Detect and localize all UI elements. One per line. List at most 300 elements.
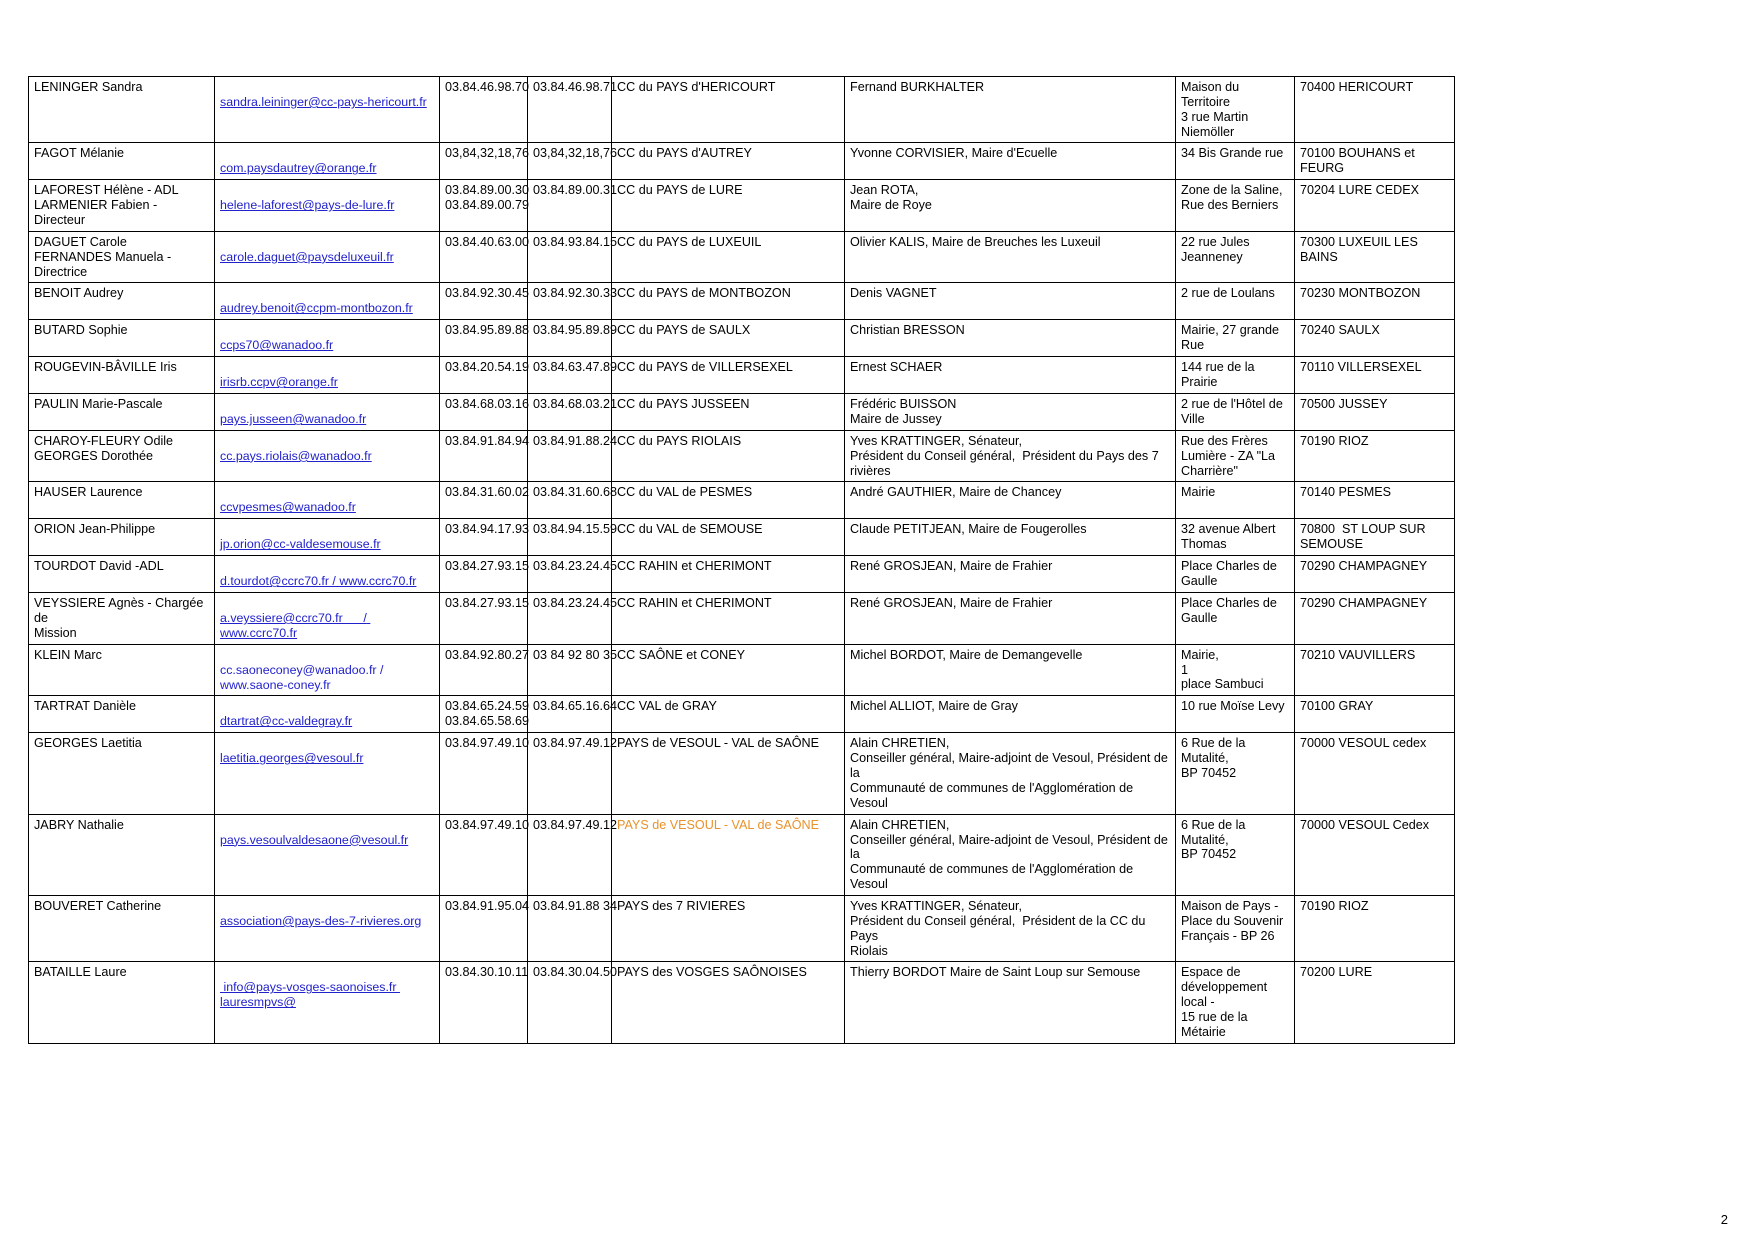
telephone-cell-line: 03.84.68.03.16 [445,397,530,412]
fax-cell [528,77,618,143]
email-cell [215,733,440,814]
address-cell-line: 10 rue Moïse Levy [1181,699,1285,714]
telephone-cell [440,696,528,733]
postal-city-cell [1295,644,1455,696]
structure-cell [612,357,845,394]
fax-cell-line: 03.84.30.04.50 [533,965,618,980]
address-cell-line: 15 rue de la Métairie [1181,1009,1252,1039]
telephone-cell-line: 03.84.31.60.02 [445,485,530,500]
telephone-cell-line: 03.84.97.49.10 [445,817,530,832]
contact-name-cell [29,394,215,431]
email-link[interactable]: jp.orion@cc-valdesemouse.fr [220,537,381,552]
structure-cell-line: CC VAL de GRAY [617,699,717,714]
president-cell [845,77,1176,143]
table-row [29,357,1455,394]
telephone-cell [440,593,528,645]
email-link[interactable]: a.veyssiere@ccrc70.fr / www.ccrc70.fr [220,611,371,640]
postal-city-cell-line: 70204 LURE CEDEX [1300,183,1420,198]
postal-city-cell [1295,77,1455,143]
address-cell [1176,180,1295,232]
address-cell-line: 34 Bis Grande rue [1181,146,1284,161]
email-link[interactable]: info@pays-vosges-saonoises.fr lauresmpvs@ [220,980,400,1010]
structure-cell-line: CC du PAYS d'HERICOURT [617,80,776,94]
postal-city-cell-line: 70240 SAULX [1300,323,1380,338]
contact-name-cell [29,180,215,232]
fax-cell [528,283,618,320]
telephone-cell [440,482,528,519]
postal-city-cell [1295,283,1455,320]
president-cell-line: Communauté de communes de l'Agglomération de Vesoul [850,780,1137,810]
contact-name-cell [29,231,215,283]
contact-name-cell [29,430,215,482]
email-cell [215,962,440,1043]
postal-city-cell [1295,357,1455,394]
address-cell-line: 2 rue de l'Hôtel de [1181,397,1283,412]
contact-name-cell-line: JABRY Nathalie [34,817,124,832]
postal-city-cell [1295,593,1455,645]
address-cell-line: Thomas [1181,537,1227,552]
postal-city-cell-line: 70100 BOUHANS et [1300,146,1415,161]
address-cell [1176,556,1295,593]
contact-name-cell [29,143,215,180]
structure-cell-line: PAYS des VOSGES SAÔNOISES [617,965,807,980]
fax-cell-line: 03.84.46.98.71 [533,80,618,94]
address-cell-line: Mairie, 27 grande [1181,323,1280,338]
telephone-cell-line: 03.84.89.00.79 [445,198,530,213]
telephone-cell-line: 03.84.92.30.45 [445,286,530,301]
address-cell-line: Français - BP 26 [1181,928,1275,943]
address-cell [1176,696,1295,733]
fax-cell-line: 03 84 92 80 35 [533,647,618,662]
address-cell-line: Gaulle [1181,574,1218,589]
contact-name-cell-line: BATAILLE Laure [34,965,127,980]
structure-cell [612,482,845,519]
email-cell [215,696,440,733]
fax-cell-line: 03.84.68.03.21 [533,397,618,412]
president-cell-line: Président du Conseil général, Président de la CC du Pays [850,913,1149,943]
contact-name-cell-line: GEORGES Dorothée [34,448,153,463]
address-cell-line: Ville [1181,411,1205,426]
fax-cell [528,644,618,696]
telephone-cell-line: 03.84.97.49.10 [445,736,530,751]
telephone-cell [440,357,528,394]
structure-cell-line: CC du VAL de PESMES [617,485,753,500]
fax-cell-line: 03.84.95.89.89 [533,323,618,338]
email-link[interactable]: ccps70@wanadoo.fr [220,338,334,353]
email-cell [215,394,440,431]
telephone-cell [440,143,528,180]
email-cell [215,430,440,482]
fax-cell-line: 03.84.91.88 34 [533,898,618,913]
email-link[interactable]: pays.vesoulvaldesaone@vesoul.fr [220,832,409,847]
structure-cell [612,180,845,232]
fax-cell [528,394,618,431]
president-cell-line: Michel BORDOT, Maire de Demangevelle [850,647,1083,662]
telephone-cell-line: 03.84.65.24.59 [445,699,530,714]
fax-cell [528,320,618,357]
address-cell-line: BP 70452 [1181,847,1237,862]
table-row [29,283,1455,320]
contact-name-cell-line: LENINGER Sandra [34,80,143,94]
address-cell-line: Maison de Pays - [1181,898,1279,913]
email-link[interactable]: association@pays-des-7-rivieres.org [220,913,422,928]
postal-city-cell-line: 70290 CHAMPAGNEY [1300,559,1428,574]
table-row [29,556,1455,593]
structure-cell-line: CC du VAL de SEMOUSE [617,522,763,537]
contact-name-cell-line: LAFOREST Hélène - ADL [34,183,179,198]
contact-name-cell [29,814,215,895]
email-link[interactable]: cc.saoneconey@wanadoo.fr / www.saone-coney.fr [220,662,387,692]
fax-cell [528,733,618,814]
address-cell [1176,231,1295,283]
email-cell [215,283,440,320]
president-cell-line: Thierry BORDOT Maire de Saint Loup sur Semouse [850,965,1141,980]
table-row [29,733,1455,814]
contact-name-cell-line: BENOIT Audrey [34,286,124,301]
address-cell-line: 144 rue de la Prairie [1181,360,1259,390]
telephone-cell-line: 03.84.92.80.27 [445,647,530,662]
president-cell-line: Conseiller général, Maire-adjoint de Vesoul, Président de la [850,751,1172,781]
email-link[interactable]: helene-laforest@pays-de-lure.fr [220,198,395,213]
email-link[interactable]: cc.pays.riolais@wanadoo.fr [220,448,372,463]
email-link[interactable]: laetitia.georges@vesoul.fr [220,751,364,766]
fax-cell [528,357,618,394]
contact-name-cell-line: FAGOT Mélanie [34,146,125,161]
structure-cell [612,696,845,733]
email-link[interactable]: pays.jusseen@wanadoo.fr [220,412,367,427]
president-cell [845,482,1176,519]
fax-cell-line: 03.84.94.15.59 [533,522,618,537]
contact-name-cell-line: BOUVERET Catherine [34,898,162,913]
telephone-cell-line: 03.84.94.17.93 [445,522,530,537]
president-cell [845,430,1176,482]
telephone-cell-line: 03.84.65.58.69 [445,714,530,729]
email-cell [215,895,440,961]
contact-name-cell-line: DAGUET Carole [34,234,127,249]
fax-cell-line: 03.84.91.88.24 [533,433,618,448]
president-cell [845,962,1176,1043]
postal-city-cell [1295,519,1455,556]
contact-name-cell-line: TOURDOT David -ADL [34,559,164,574]
president-cell-line: Denis VAGNET [850,286,937,301]
postal-city-cell-line: 70200 LURE [1300,965,1373,980]
address-cell [1176,962,1295,1043]
table-row [29,430,1455,482]
president-cell [845,283,1176,320]
president-cell-line: Yves KRATTINGER, Sénateur, [850,433,1022,448]
fax-cell-line: 03.84.93.84.15 [533,234,618,249]
address-cell-line: développement local - [1181,980,1271,1010]
postal-city-cell [1295,430,1455,482]
president-cell-line: Jean ROTA, [850,183,919,198]
president-cell-line: René GROSJEAN, Maire de Frahier [850,559,1053,574]
fax-cell-line: 03.84.89.00.31 [533,183,618,198]
table-row [29,180,1455,232]
address-cell [1176,895,1295,961]
email-link[interactable]: audrey.benoit@ccpm-montbozon.fr [220,301,413,316]
contacts-table [28,76,1455,1044]
president-cell [845,556,1176,593]
president-cell-line: Riolais [850,943,888,958]
email-link[interactable]: carole.daguet@paysdeluxeuil.fr [220,249,394,264]
address-cell-line: 32 avenue Albert [1181,522,1276,537]
structure-cell [612,430,845,482]
fax-cell [528,180,618,232]
telephone-cell-line: 03.84.27.93.15 [445,596,530,611]
table-row [29,962,1455,1043]
president-cell-line: Fernand BURKHALTER [850,80,985,94]
president-cell-line: René GROSJEAN, Maire de Frahier [850,596,1053,611]
structure-cell [612,733,845,814]
contact-name-cell-line: VEYSSIERE Agnès - Chargée de [34,596,207,625]
table-row [29,77,1455,143]
address-cell [1176,733,1295,814]
address-cell-line: Place Charles de [1181,559,1277,574]
structure-cell [612,814,845,895]
telephone-cell-line: 03.84.91.95.04 [445,898,530,913]
structure-cell-line: PAYS des 7 RIVIERES [617,898,746,913]
telephone-cell [440,556,528,593]
structure-cell-line: CC du PAYS de LUXEUIL [617,234,762,249]
structure-cell-line: CC du PAYS de VILLERSEXEL [617,360,793,375]
contact-name-cell-line: KLEIN Marc [34,647,102,662]
address-cell [1176,814,1295,895]
contact-name-cell [29,733,215,814]
structure-cell [612,556,845,593]
email-cell [215,519,440,556]
structure-cell-line: CC du PAYS JUSSEEN [617,397,750,412]
telephone-cell-line: 03.84.89.00.30 [445,183,530,198]
email-cell [215,357,440,394]
contact-name-cell-line: CHAROY-FLEURY Odile [34,433,174,448]
table-row [29,895,1455,961]
structure-cell [612,283,845,320]
address-cell-line: Lumière - ZA "La [1181,448,1276,463]
address-cell-line: 22 rue Jules [1181,234,1250,249]
address-cell-line: Maison du Territoire [1181,80,1243,109]
postal-city-cell [1295,394,1455,431]
telephone-cell [440,814,528,895]
structure-cell-line: PAYS de VESOUL - VAL de SAÔNE [617,817,820,832]
email-link[interactable]: d.tourdot@ccrc70.fr / www.ccrc70.fr [220,574,417,589]
address-cell [1176,143,1295,180]
postal-city-cell-line: 70100 GRAY [1300,699,1374,714]
fax-cell-line: 03,84,32,18,76 [533,146,618,161]
president-cell-line: Alain CHRETIEN, [850,736,950,751]
postal-city-cell-line: 70000 VESOUL cedex [1300,736,1427,751]
structure-cell [612,895,845,961]
contact-name-cell-line: GEORGES Laetitia [34,736,142,751]
president-cell-line: Alain CHRETIEN, [850,817,950,832]
fax-cell [528,556,618,593]
address-cell-line: 6 Rue de la Mutalité, [1181,817,1249,847]
email-cell [215,644,440,696]
address-cell [1176,519,1295,556]
fax-cell [528,593,618,645]
structure-cell [612,644,845,696]
structure-cell-line: CC RAHIN et CHERIMONT [617,596,772,611]
email-link[interactable]: ccvpesmes@wanadoo.fr [220,500,356,515]
email-cell [215,556,440,593]
president-cell-line: Olivier KALIS, Maire de Breuches les Luxeuil [850,234,1101,249]
email-link[interactable]: irisrb.ccpv@orange.fr [220,375,338,390]
fax-cell-line: 03.84.63.47.89 [533,360,618,375]
structure-cell [612,143,845,180]
structure-cell-line: CC du PAYS de SAULX [617,323,751,338]
structure-cell-line: CC du PAYS d'AUTREY [617,146,752,161]
address-cell [1176,77,1295,143]
postal-city-cell [1295,895,1455,961]
postal-city-cell-line: 70290 CHAMPAGNEY [1300,596,1428,611]
president-cell [845,895,1176,961]
president-cell-line: Frédéric BUISSON [850,397,957,412]
president-cell [845,519,1176,556]
postal-city-cell-line: 70190 RIOZ [1300,433,1369,448]
table-row [29,320,1455,357]
address-cell-line: Place Charles de [1181,596,1277,611]
fax-cell-line: 03.84.31.60.68 [533,485,618,500]
address-cell-line: Gaulle [1181,610,1218,625]
president-cell [845,143,1176,180]
telephone-cell-line: 03.84.40.63.00 [445,234,530,249]
contact-name-cell [29,519,215,556]
address-cell-line: Rue des Berniers [1181,198,1279,213]
president-cell-line: Président du Conseil général, Président du Pays des 7 [850,448,1159,463]
email-link[interactable]: dtartrat@cc-valdegray.fr [220,714,353,729]
structure-cell [612,231,845,283]
president-cell-line: Michel ALLIOT, Maire de Gray [850,699,1018,714]
contact-name-cell-line: HAUSER Laurence [34,485,143,500]
email-link[interactable]: sandra.leininger@cc-pays-hericourt.fr [220,95,427,109]
postal-city-cell [1295,180,1455,232]
postal-city-cell-line: FEURG [1300,161,1345,176]
structure-cell-line: CC du PAYS RIOLAIS [617,433,742,448]
telephone-cell [440,77,528,143]
postal-city-cell-line: 70230 MONTBOZON [1300,286,1421,301]
address-cell-line: Jeanneney [1181,249,1243,264]
table-row [29,696,1455,733]
structure-cell [612,962,845,1043]
fax-cell [528,519,618,556]
structure-cell [612,394,845,431]
structure-cell [612,519,845,556]
table-row [29,519,1455,556]
email-link[interactable]: com.paysdautrey@orange.fr [220,161,377,176]
telephone-cell-line: 03,84,32,18,76 [445,146,530,161]
telephone-cell [440,962,528,1043]
president-cell [845,593,1176,645]
telephone-cell [440,644,528,696]
contact-name-cell-line: ROUGEVIN-BÂVILLE Iris [34,360,177,375]
telephone-cell [440,519,528,556]
structure-cell-line: PAYS de VESOUL - VAL de SAÔNE [617,736,820,751]
address-cell [1176,394,1295,431]
address-cell-line: 6 Rue de la Mutalité, [1181,736,1249,766]
telephone-cell [440,733,528,814]
president-cell-line: rivières [850,463,891,478]
postal-city-cell-line: 70140 PESMES [1300,485,1392,500]
president-cell [845,357,1176,394]
structure-cell [612,593,845,645]
address-cell-line: place Sambuci [1181,677,1264,692]
telephone-cell [440,394,528,431]
page-number: 2 [1720,1212,1728,1227]
postal-city-cell [1295,320,1455,357]
telephone-cell-line: 03.84.20.54.19 [445,360,530,375]
telephone-cell-line: 03.84.30.10.11 [445,965,529,980]
postal-city-cell-line: 70190 RIOZ [1300,898,1369,913]
address-cell-line: Charrière" [1181,463,1238,478]
fax-cell [528,962,618,1043]
telephone-cell-line: 03.84.27.93.15 [445,559,530,574]
address-cell-line: 3 rue Martin Niemöller [1181,109,1252,139]
postal-city-cell-line: SEMOUSE [1300,537,1363,552]
fax-cell [528,143,618,180]
postal-city-cell-line: 70210 VAUVILLERS [1300,647,1416,662]
contact-name-cell [29,895,215,961]
table-row [29,814,1455,895]
fax-cell-line: 03.84.23.24.45 [533,596,618,611]
president-cell [845,320,1176,357]
structure-cell [612,77,845,143]
president-cell [845,644,1176,696]
table-row [29,644,1455,696]
structure-cell-line: CC du PAYS de MONTBOZON [617,286,791,301]
address-cell [1176,357,1295,394]
postal-city-cell-line: 70110 VILLERSEXEL [1300,360,1422,375]
email-cell [215,231,440,283]
table-row [29,231,1455,283]
email-cell [215,320,440,357]
contact-name-cell [29,77,215,143]
table-row [29,593,1455,645]
telephone-cell [440,320,528,357]
address-cell-line: Place du Souvenir [1181,913,1284,928]
email-cell [215,143,440,180]
postal-city-cell [1295,231,1455,283]
postal-city-cell [1295,556,1455,593]
table-row [29,143,1455,180]
structure-cell-line: CC du PAYS de LURE [617,183,743,198]
contact-name-cell-line: Mission [34,625,77,640]
contact-name-cell [29,320,215,357]
address-cell-line: Zone de la Saline, [1181,183,1283,198]
president-cell-line: Yvonne CORVISIER, Maire d'Ecuelle [850,146,1058,161]
contact-name-cell-line: BUTARD Sophie [34,323,128,338]
contact-name-cell [29,593,215,645]
structure-cell-line: CC SAÔNE et CONEY [617,647,746,662]
email-cell [215,180,440,232]
email-cell [215,593,440,645]
president-cell [845,231,1176,283]
president-cell [845,394,1176,431]
telephone-cell [440,231,528,283]
address-cell-line: Rue [1181,338,1205,353]
contact-name-cell [29,696,215,733]
address-cell-line: 2 rue de Loulans [1181,286,1275,301]
fax-cell [528,696,618,733]
address-cell [1176,482,1295,519]
postal-city-cell [1295,482,1455,519]
contact-name-cell-line: ORION Jean-Philippe [34,522,156,537]
postal-city-cell [1295,696,1455,733]
contact-name-cell [29,482,215,519]
postal-city-cell [1295,143,1455,180]
email-cell [215,814,440,895]
president-cell-line: Maire de Jussey [850,411,942,426]
email-cell [215,482,440,519]
president-cell [845,733,1176,814]
